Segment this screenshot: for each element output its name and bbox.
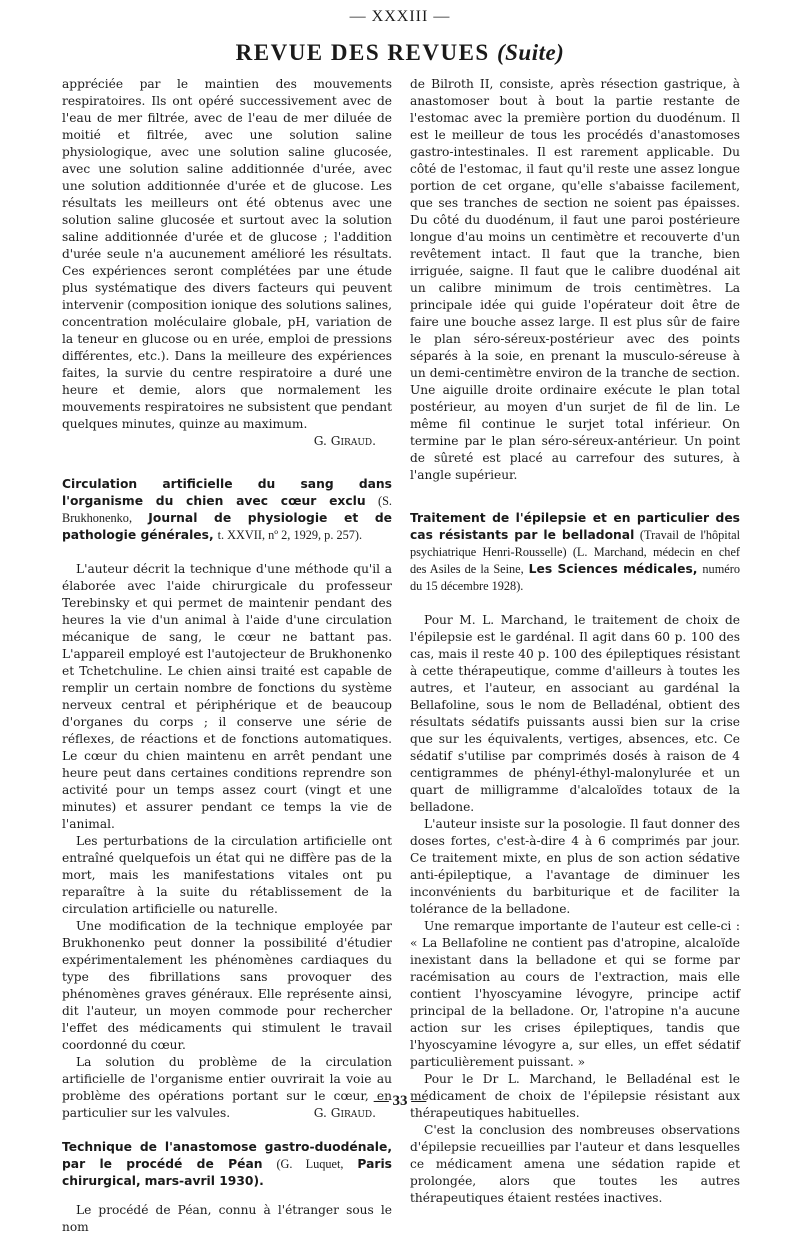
paragraph: Les perturbations de la circulation artificielle ont entraîné quelquefois un état qui ne diffère pas de la mort, mais les manifestations vitales ont pu reparaître à la suite du rétablissement de la circulation artificielle ou naturelle. (62, 834, 392, 916)
paragraph (62, 1054, 392, 1122)
journal-name: Journal de physiologie et de pathologie générales, (62, 511, 392, 542)
article-title: Technique de l'anastomose gastro-duodénale, par le procédé de Péan (62, 1140, 392, 1171)
paragraph: Une remarque importante de l'auteur est celle-ci : « La Bellafoline ne contient pas d'atropine, alcaloïde inexistant dans la belladone et qui se forme par racémisation au cours de l'extraction, mais elle contient l'hyoscyamine lévogyre, principe actif principal de la belladone. Or, l'atropine n'a aucune action sur les crises épileptiques, tandis que l'hyoscyamine lévogyre a, sur elles, un effet sédatif particulièrement puissant. » (410, 919, 740, 1069)
article-continuation-text: appréciée par le maintien des mouvements respiratoires. Ils ont opéré successivement avec de l'eau de mer filtrée, avec de l'eau de mer diluée de moitié et filtrée, avec une solution saline physiologique, avec une solution saline glucosée, avec une solution saline additionnée d'urée, avec une solution additionnée d'urée et de glucose. Les résultats les meilleurs ont été obtenus avec une solution saline glucosée et surtout avec la solution saline additionnée d'urée et de glucose ; l'addition d'urée seule n'a aucunement amélioré les résultats. Ces expériences seront complétées par une étude plus systématique des divers facteurs qui peuvent intervenir (composition ionique des solutions salines, concentration moléculaire globale, pH, variation de la teneur en glucose ou en urée, emploi de pressions différentes, etc.). Dans la meilleure des expériences faites, la survie du centre respiratoire a duré une heure et demie, alors que normalement les mouvements respiratoires ne subsistent que pendant quelques minutes, quinze au maximum. (62, 77, 392, 431)
paragraph: Le procédé de Péan, connu à l'étranger sous le nom (62, 1203, 392, 1234)
article-heading-anastomose (62, 1139, 392, 1190)
article-reference: mars-avril 1930). (144, 1174, 264, 1188)
article-signature: G. Giraud. (313, 434, 376, 448)
article-continuation-text: de Bilroth II, consiste, après résection gastrique, à anastomoser bout à bout la partie restante de l'estomac avec la première portion du duodénum. Il est le meilleur de tous les procédés d'anastomoses gastro-intestinales. Il est rarement applicable. Du côté de l'estomac, il faut qu'il reste une assez longue portion de cet organe, qu'elle s'abaisse facilement, que ses tranches de section ne soient pas épaisses. Du côté du duodénum, il faut une paroi postérieure longue d'au moins un centimètre et recouverte d'un revêtement intact. Il faut que la tranche, bien irriguée, saigne. Il faut que le calibre duodénal ait un calibre minimum de trois centimètres. La principale idée qui guide l'opérateur doit être de faire une bouche assez large. Il est plus sûr de faire le plan séro-séreux-postérieur avec des points séparés à la soie, en prenant la musculo-séreuse à un demi-centimètre environ de la tranche de section. Une aiguille droite ordinaire exécute le plan total postérieur, au moyen d'un surjet de fil de lin. Le même fil continue le surjet total inférieur. On termine par le plan séro-séreux-antérieur. Un point de sûreté est placé au carrefour des sutures, à l'angle supérieur. (410, 77, 740, 482)
page-title (0, 40, 800, 66)
article-signature: G. Giraud. (313, 1106, 376, 1120)
page-title-suite: (Suite) (496, 40, 565, 65)
paragraph: L'auteur insiste sur la posologie. Il faut donner des doses fortes, c'est-à-dire 4 à 6 comprimés par jour. Ce traitement mixte, en plus de son action sédative anti-épileptique, a l'avantage de diminuer les inconvénients du barbiturique et de faciliter la tolérance de la belladone. (410, 817, 740, 916)
paragraph: Pour M. L. Marchand, le traitement de choix de l'épilepsie est le gardénal. Il agit dans 60 p. 100 des cas, mais il reste 40 p. 100 des épileptiques résistant à cette thérapeutique, comme d'ailleurs à toutes les autres, et l'auteur, en associant au gardénal la Bellafoline, sous le nom de Belladénal, obtient des résultats sédatifs puissants aussi bien sur la crise que sur les équivalents, vertiges, absences, etc. Ce sédatif s'utilise par comprimés dosés à raison de 4 centigrammes de phényl-éthyl-malonylurée et un quart de milligramme d'alcaloïdes totaux de la belladone. (410, 613, 740, 814)
article-source: (S. Brukhonenko, (62, 494, 392, 525)
article-source: (Travail de l'hôpital psychiatrique Henri-Rousselle) (L. Marchand, médecin en chef des Asiles de la Seine, (410, 528, 740, 576)
journal-name: Paris chirurgical, (62, 1157, 392, 1188)
right-column (410, 76, 740, 1207)
page-title-main: REVUE DES REVUES (235, 40, 490, 65)
article-reference: t. XXVII, nº 2, 1929, p. 257). (217, 528, 363, 542)
article-heading-circulation (62, 476, 392, 544)
paragraph: Une modification de la technique employée par Brukhonenko peut donner la possibilité d'étudier expérimentalement les phénomènes cardiaques du type des fibrillations sans provoquer des phénomènes graves généraux. Elle représente ainsi, dit l'auteur, un moyen commode pour rechercher l'effet des médicaments qui stimulent le travail coordonné du cœur. (62, 919, 392, 1052)
paragraph-text: La solution du problème de la circulation artificielle de l'organisme entier ouvrirait la voie au problème des opérations portant sur le cœur, en particulier sur les valvules. (62, 1055, 392, 1120)
article-title: Circulation artificielle du sang dans l'organisme du chien avec cœur exclu (62, 477, 392, 508)
left-column (62, 76, 392, 1236)
roman-page-number: — XXXIII — (349, 8, 451, 25)
article-reference: numéro du 15 décembre 1928). (410, 562, 740, 593)
article-heading-epilepsie (410, 510, 740, 595)
paragraph: C'est la conclusion des nombreuses observations d'épilepsie recueillies par l'auteur et dans lesquelles ce médicament amena une sédation rapide et prolongée, alors que toutes les autres thérapeutiques étaient restées inactives. (410, 1123, 740, 1205)
paragraph: L'auteur décrit la technique d'une méthode qu'il a élaborée avec l'aide chirurgicale du professeur Terebinsky et qui permet de maintenir pendant des heures la vie d'un animal à l'aide d'une circulation mécanique de sang, le cœur ne battant pas. L'appareil employé est l'autojecteur de Brukhonenko et Tchetchuline. Le chien ainsi traité est capable de remplir un certain nombre de fonctions du système nerveux central et périphérique et de beaucoup d'organes du corps ; il conserve une série de réflexes, de réactions et de fonctions automatiques. Le cœur du chien maintenu en arrêt pendant une heure peut dans certaines conditions reprendre son activité pour un temps assez court (vingt et une minutes) et assurer pendant ce temps la vie de l'animal. (62, 562, 392, 831)
paragraph: Pour le Dr L. Marchand, le Belladénal est le médicament de choix de l'épilepsie résistant aux thérapeutiques habituelles. (410, 1072, 740, 1120)
article-title: Traitement de l'épilepsie et en particulier des cas résistants par le belladonal (410, 511, 740, 542)
journal-name: Les Sciences médicales, (528, 562, 698, 576)
article-source: (G. Luquet, (276, 1157, 344, 1171)
page-number: — 33 — (373, 1093, 427, 1109)
